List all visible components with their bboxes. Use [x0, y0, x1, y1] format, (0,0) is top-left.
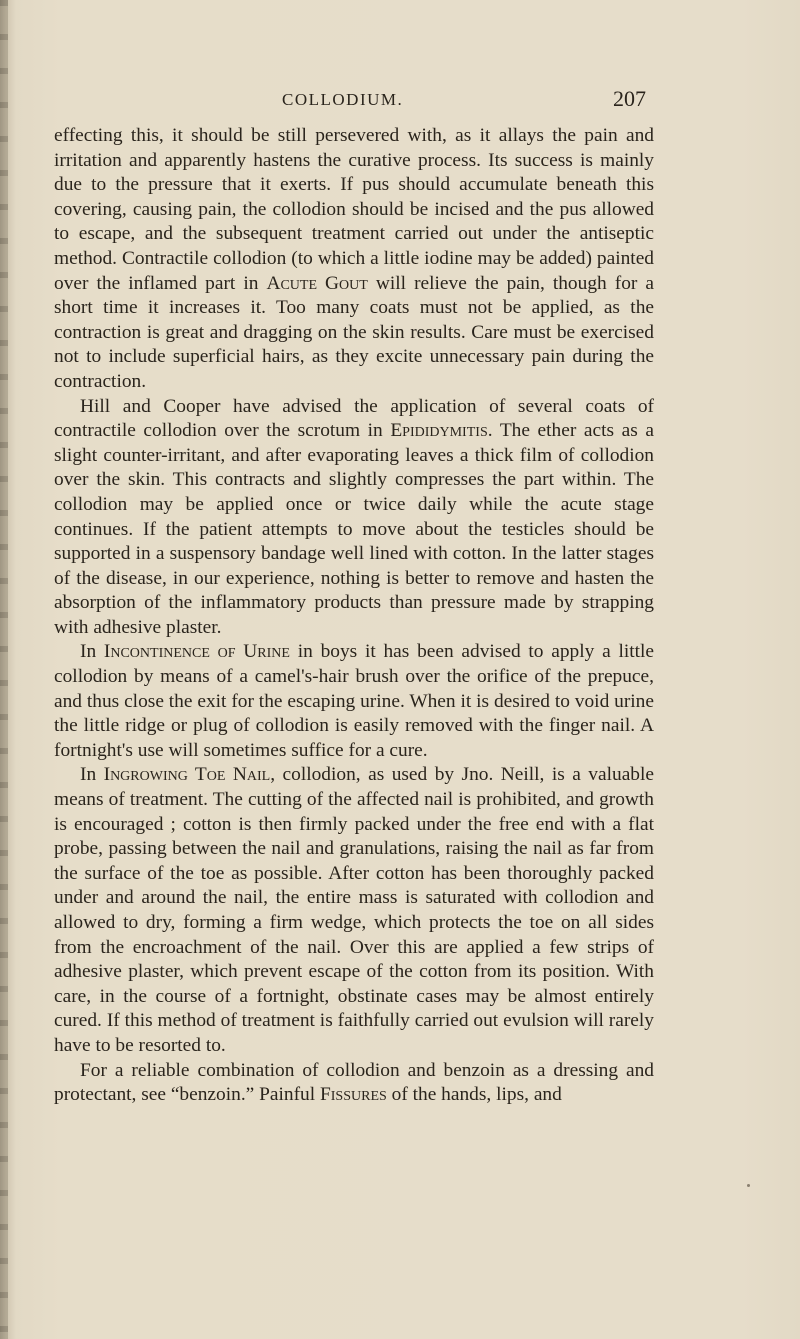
- paragraph-fissures: [54, 1059, 654, 1108]
- running-head: [0, 88, 800, 112]
- text-segment: of the hands, lips, and: [386, 1084, 562, 1106]
- paragraph-acute-gout: [54, 124, 654, 395]
- text-segment: In: [80, 641, 104, 663]
- topic-heading: Fissures: [319, 1084, 387, 1106]
- topic-heading: Incontinence of Urine: [103, 641, 290, 663]
- text-segment: , collodion, as used by Jno. Neill, is a valuable means of treatment. The cutting of the affected nail is prohibited, and growth is encouraged ; cotton is then firmly packed under the free end with a flat probe, passing between the nail and granulations, raising the nail as far from the surface of the toe as possible. After cotton has been thoroughly packed under and around the nail, the entire mass is saturated with collodion and allowed to dry, forming a firm wedge, which protects the toe on all sides from the encroachment of the nail. Over this are applied a few strips of adhesive plaster, which prevent escape of the cotton from its position. With care, in the course of a fortnight, obstinate cases may be almost entirely cured. If this method of treatment is faithfully carried out evulsion will rarely have to be resorted to.: [54, 764, 654, 1056]
- text-segment: effecting this, it should be still persevered with, as it allays the pain and irritation and apparently hastens the curative process. Its success is mainly due to the pressure that it exerts. If pus should accumulate beneath this covering, causing pain, the collodion should be incised and the pus allowed to escape, and the subsequent treatment carried out under the antiseptic method. Contractile collodion (to which a little iodine may be added) painted over the inflamed part in: [54, 125, 654, 294]
- running-title: COLLODIUM.: [282, 90, 404, 109]
- paragraph-epididymitis: [54, 395, 654, 641]
- paragraph-ingrowing-toe-nail: [54, 763, 654, 1058]
- topic-heading: Epididymitis: [390, 420, 488, 442]
- binding-edge: [0, 0, 8, 1339]
- paper-speck: [747, 1184, 750, 1187]
- text-segment: in boys it has been advised to apply a little collodion by means of a camel's-hair brush over the orifice of the prepuce, and thus close the exit for the escaping urine. When it is desired to void urine the little ridge or plug of collodion is easily removed with the finger nail. A fortnight's use will sometimes suffice for a cure.: [54, 641, 654, 761]
- text-segment: will relieve the pain, though for a short time it increases it. Too many coats must not be applied, as the contraction is great and dragging on the skin results. Care must be exercised not to include superficial hairs, as they excite unnecessary pain during the contraction.: [54, 272, 654, 392]
- text-segment: In: [80, 764, 104, 786]
- text-segment: For a reliable combination of collodion and benzoin as a dressing and protectant, see “benzoin.” Painful: [54, 1059, 654, 1106]
- text-segment: . The ether acts as a slight counter-irritant, and after evaporating leaves a thick film of collodion over the skin. This contracts and slightly compresses the part within. The collodion may be applied once or twice daily while the acute stage continues. If the patient attempts to move about the testicles should be supported in a suspensory bandage well lined with cotton. In the latter stages of the disease, in our experience, nothing is better to remove and hasten the absorption of the inflammatory products than pressure made by strapping with adhesive plaster.: [54, 420, 654, 638]
- page-number: 207: [613, 86, 646, 111]
- topic-heading: Acute Gout: [266, 272, 368, 294]
- topic-heading: Ingrowing Toe Nail: [103, 764, 271, 786]
- paragraph-incontinence: [54, 640, 654, 763]
- text-segment: Hill and Cooper have advised the application of several coats of contractile collodion over the scrotum in: [54, 395, 654, 442]
- text-body: [54, 124, 654, 1108]
